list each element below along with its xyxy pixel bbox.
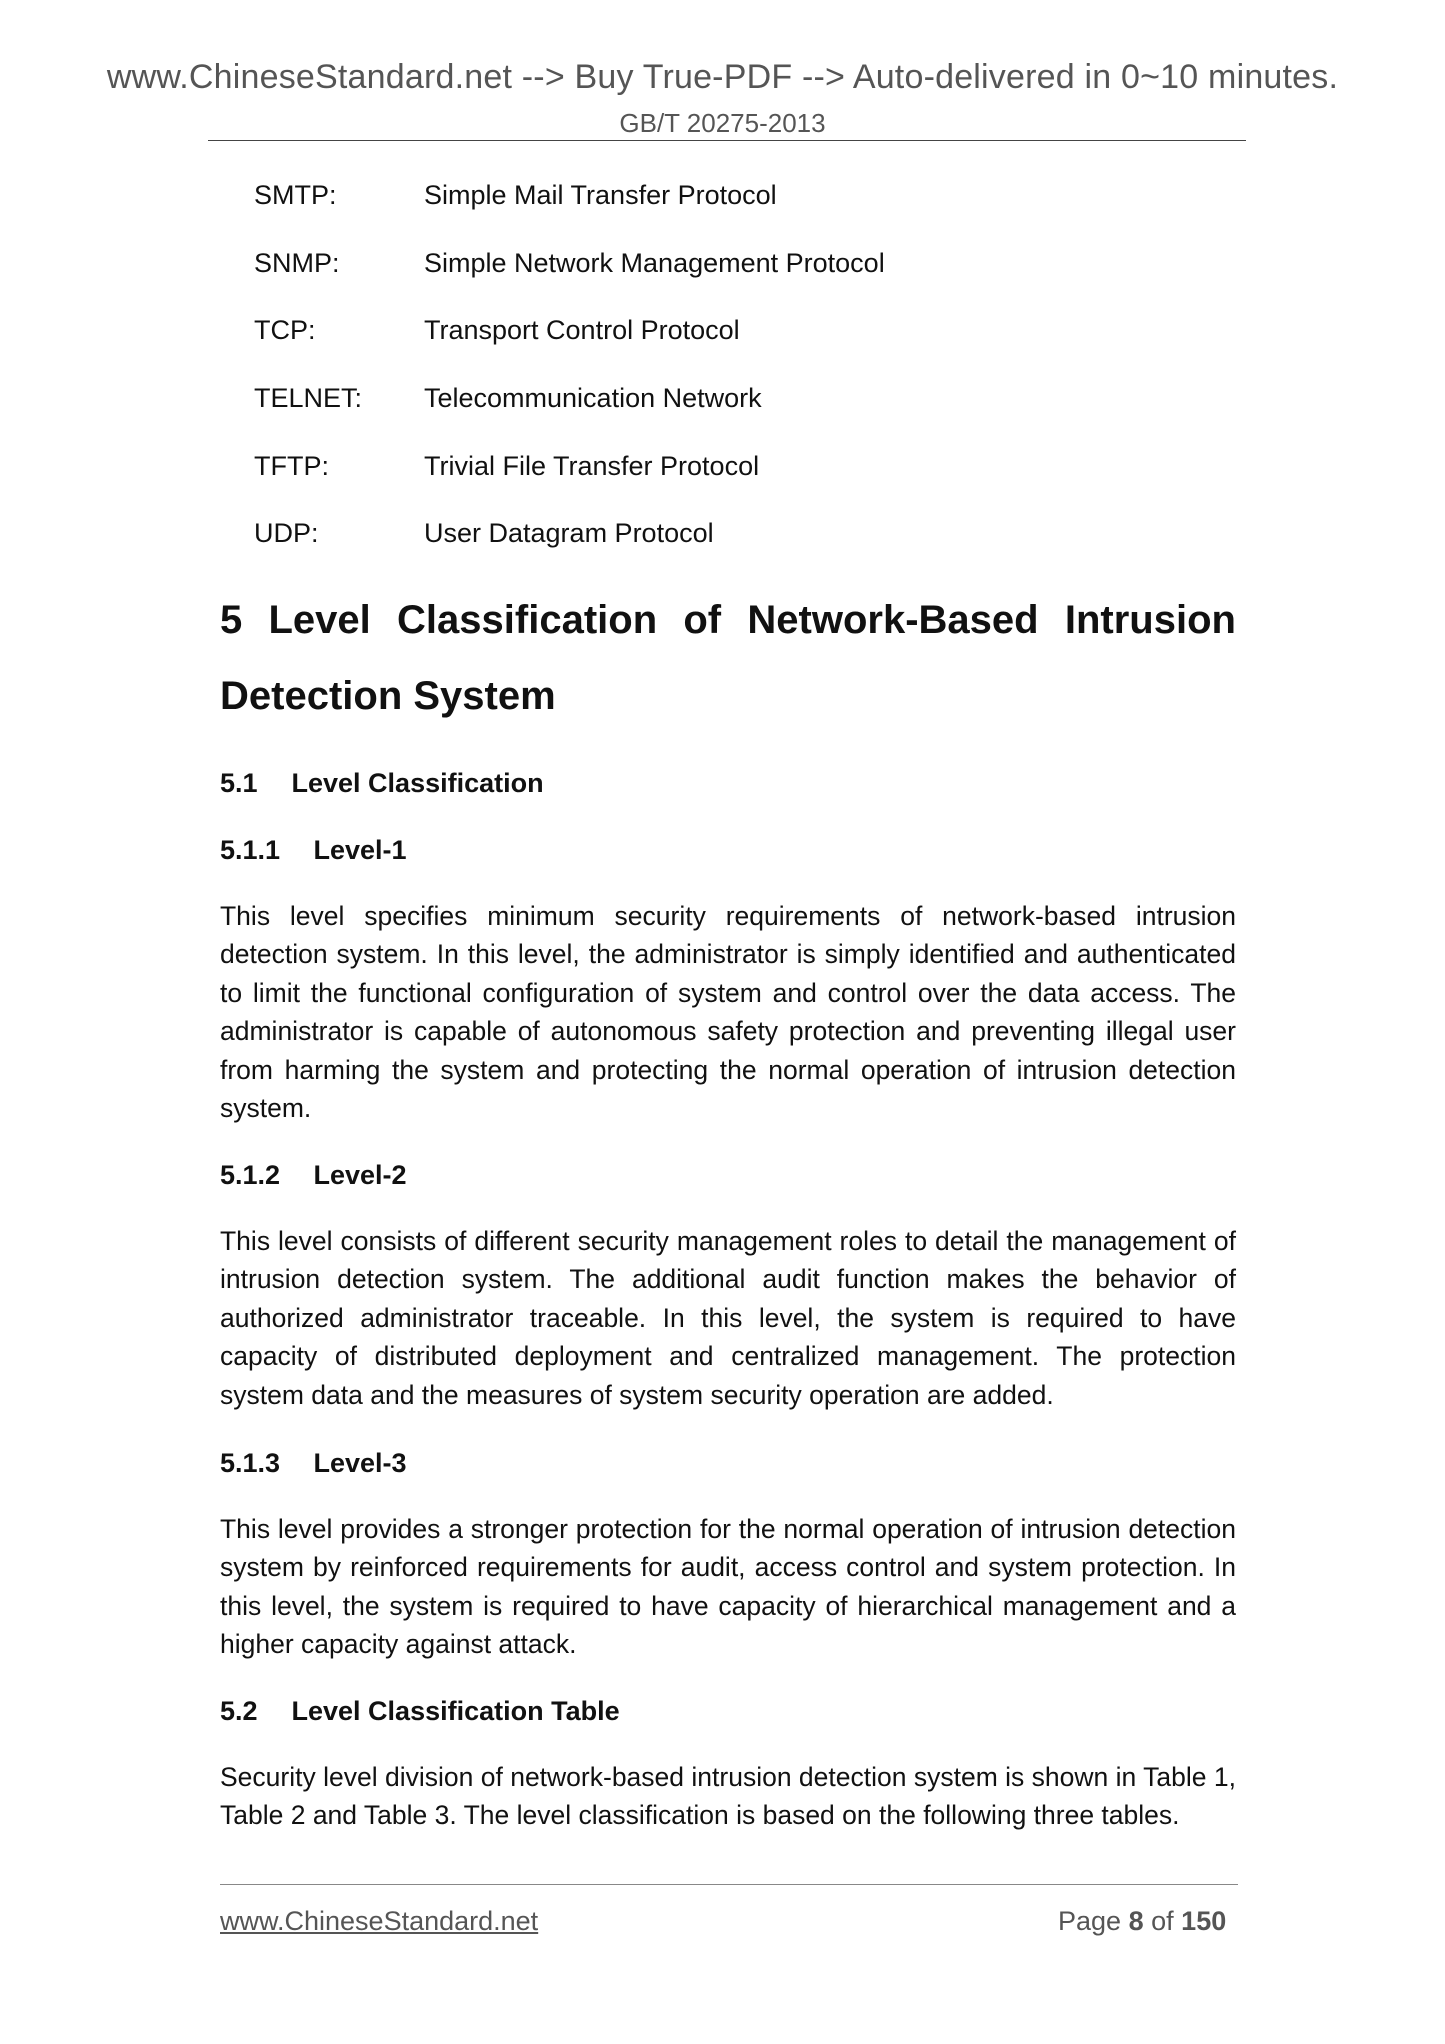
header-banner: www.ChineseStandard.net --> Buy True-PDF --> Auto-delivered in 0~10 minutes. [106, 58, 1339, 96]
abbreviation-definition: Simple Mail Transfer Protocol [424, 180, 777, 210]
abbreviation-term: SNMP: [254, 248, 340, 278]
section-number: 5 [220, 598, 243, 642]
section-5-1-1-body: This level specifies minimum security requirements of network-based intrusion detection system. In this level, the administrator is simply identified and authenticated to limit the functional configuration of system and control over the data access. The administrator is capable of autonomous safety protection and preventing illegal user from harming the system and protecting the normal operation of intrusion detection system. [220, 901, 1236, 1124]
section-5-1-3-body: This level provides a stronger protection for the normal operation of intrusion detection system by reinforced requirements for audit, access control and system protection. In this level, the system is required to have capacity of hierarchical management and a higher capacity against attack. [220, 1514, 1236, 1660]
section-number: 5.1 [220, 768, 258, 798]
section-title: Level-3 [313, 1448, 407, 1478]
section-title: Level-1 [313, 835, 407, 865]
abbreviation-term: UDP: [254, 518, 319, 548]
abbreviation-term: TCP: [254, 315, 316, 345]
abbreviation-definition: Transport Control Protocol [424, 315, 740, 345]
footer-divider [220, 1884, 1238, 1885]
page-number: 8 [1128, 1906, 1144, 1936]
abbreviation-definition: User Datagram Protocol [424, 518, 714, 548]
section-5-1-heading [220, 768, 544, 799]
standard-code: GB/T 20275-2013 [619, 108, 826, 138]
section-number: 5.2 [220, 1696, 258, 1726]
footer-site-link[interactable]: www.ChineseStandard.net [220, 1906, 539, 1936]
header-divider [208, 140, 1246, 141]
heading-word: Level [268, 598, 371, 642]
heading-word: of [683, 598, 722, 642]
abbreviation-definition: Trivial File Transfer Protocol [424, 451, 760, 481]
section-title: Level-2 [313, 1160, 407, 1190]
page-prefix: Page [1058, 1906, 1122, 1936]
page-total: 150 [1181, 1906, 1227, 1936]
section-number: 5.1.1 [220, 835, 281, 865]
section-5-2-heading [220, 1696, 620, 1727]
page-of: of [1151, 1906, 1174, 1936]
section-number: 5.1.2 [220, 1160, 281, 1190]
abbreviation-definition: Telecommunication Network [424, 383, 762, 413]
abbreviation-definition: Simple Network Management Protocol [424, 248, 885, 278]
section-title: Level Classification Table [291, 1696, 620, 1726]
section-title: Level Classification [291, 768, 544, 798]
heading-word: Intrusion [1064, 598, 1236, 642]
heading-line-2: Detection System [220, 674, 556, 718]
section-5-2-body: Security level division of network-based intrusion detection system is shown in Table 1, Table 2 and Table 3. The level classification is based on the following three tables. [220, 1762, 1236, 1831]
abbreviation-term: SMTP: [254, 180, 337, 210]
section-5-heading [220, 582, 1236, 734]
heading-word: Network-Based [747, 598, 1039, 642]
section-5-1-2-body: This level consists of different security management roles to detail the management of intrusion detection system. The additional audit function makes the behavior of authorized administrator traceable. In this level, the system is required to have capacity of distributed deployment and centralized management. The protection system data and the measures of system security operation are added. [220, 1226, 1236, 1410]
page-indicator [1058, 1906, 1226, 1937]
heading-word: Classification [397, 598, 658, 642]
section-5-1-1-heading [220, 835, 407, 866]
section-5-1-3-heading [220, 1448, 407, 1479]
section-5-1-2-heading [220, 1160, 407, 1191]
section-number: 5.1.3 [220, 1448, 281, 1478]
abbreviation-term: TELNET: [254, 383, 363, 413]
abbreviation-term: TFTP: [254, 451, 329, 481]
